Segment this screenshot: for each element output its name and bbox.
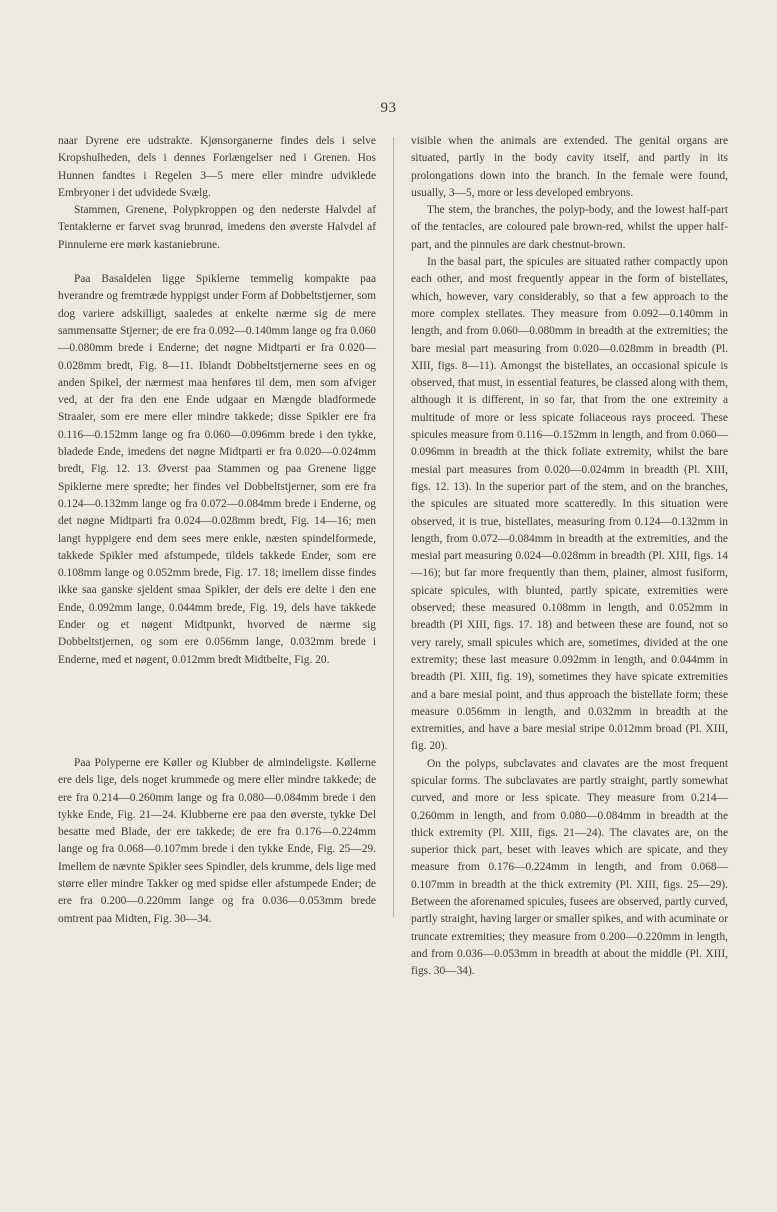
page-number: 93 xyxy=(380,100,397,116)
danish-paragraph-genital-organs: naar Dyrene ere udstrakte. Kjønsorganerne findes dels i selve Kropshulheden, dels i dennes Forlængelser ned i Grenen. Hos Hunnen fandtes i Regelen 3—5 mere eller mindre udviklede Embryoner i det udvidede Svælg. xyxy=(58,135,376,199)
english-paragraph-genital-organs: visible when the animals are extended. The genital organs are situated, partly in the body cavity itself, and partly in its prolongations down into the branch. In the female were found, usually, 3—5, more or less developed embryons. xyxy=(411,135,728,199)
danish-paragraph-colour: Stammen, Grenene, Polypkroppen og den nederste Halvdel af Tentaklerne er farvet svag brunrød, imedens den øverste Halvdel af Pinnulerne ere mørk kastaniebrune. xyxy=(58,204,376,251)
column-divider xyxy=(393,137,394,917)
english-paragraph-stem-spicules: In the basal part, the spicules are situated rather compactly upon each other, and most frequently appear in the form of bistellates, which, however, vary considerably, so that a few approach to the more complex stellates. They measure from 0.092—0.140mm in length, and from 0.060—0.080mm in breadth at the extremities; the bare mesial part measuring from 0.020—0.028mm in breadth (Pl. XIII, figs. 8—11). Amongst the bistellates, an occasional spicule is observed, that must, in essential features, be classed along with them, although it is different, in so far, that from the one extremity a multitude of more or less spicate foliaceous rays proceed. These spicules measure from 0.116—0.152mm in length, and from 0.060—0.096mm in breadth at the thick foliate extremity, whilst the bare mesial part measures from 0.020—0.024mm in breadth (Pl. XIII, figs. 12. 13). In the superior part of the stem, and on the branches, the spicules are situated more scatteredly. In this situation were observed, it is true, bistellates, measuring from 0.124—0.132mm in length, from 0.072—0.084mm in breadth at the extremities, and the mesial part measuring 0.024—0.028mm in breadth (Pl. XIII, figs. 14—16); but far more frequently than them, plainer, almost fusiform, spicate spicules, with blunted, partly spicate, extremities were observed; these measured 0.108mm in length, and 0.052mm in breadth (Pl XIII, figs. 17. 18) and between these are found, not so very rarely, small spicules which are, sometimes, divided at the one extremity; these last measure 0.092mm in length, and 0.044mm in breadth (Pl. XIII, fig. 19), sometimes they have spicate extremities and a bare mesial point, and thus approach the bistellate form; these measure 0.056mm in length, and 0.032mm in breadth at the extremities, and have a bare mesial stripe 0.012mm broad (Pl. XIII, fig. 20). xyxy=(411,256,728,753)
danish-paragraph-stem-spicules: Paa Basaldelen ligge Spiklerne temmelig kompakte paa hverandre og fremtræde hyppigst under Form af Dobbeltstjerner, som dog variere adskilligt, saaledes at enkelte nærme sig de mere sammensatte Stjerner; de ere fra 0.092—0.140mm lange og fra 0.060—0.080mm brede i Enderne; det nøgne Midtparti er fra 0.020—0.028mm bredt, Fig. 8—11. Iblandt Dobbeltstjernerne sees en og anden Spikel, der nærmest maa henføres til dem, men som afviger ved, at der fra den ene Ende udgaar en Mængde bladformede Straaler, som ere mere eller mindre takkede; disse Spikler ere fra 0.116—0.152mm lange og fra 0.060—0.096mm brede i den tykke, bladede Ende, imedens det nøgne Midtparti er fra 0.020—0.024mm bredt, Fig. 12. 13. Øverst paa Stammen og paa Grenene ligge Spiklerne mere spredte; her findes vel Dobbeltstjerner, som ere fra 0.124—0.132mm lange og fra 0.072—0.084mm brede i Enderne, og det nøgne Midtparti fra 0.024—0.028mm bredt, Fig. 14—16; men langt hyppigere end dem sees mere enkle, næsten spindelformede, takkede Spikler med afstumpede, tildels takkede Ender, som ere 0.108mm lange og 0.052mm brede, Fig. 17. 18; imellem disse findes ikke saa ganske sjeldent smaa Spikler, der dels ere delte i den ene Ende, 0.092mm lange, 0.044mm brede, Fig. 19, dels have takkede Ender og et nøgent Midtpunkt, hvorved de nærme sig Dobbeltstjernen, og som ere 0.056mm lange, 0.032mm brede i Enderne, med et nøgent, 0.012mm bredt Midtbelte, Fig. 20. xyxy=(58,273,376,666)
danish-text-column xyxy=(58,133,376,928)
english-paragraph-polyp-spicules: On the polyps, subclavates and clavates are the most frequent spicular forms. The subclavates are partly straight, partly somewhat curved, and more or less spicate. They measure from 0.214—0.260mm in length, and from 0.080—0.084mm in breadth at the thick extremity (Pl. XIII, figs. 21—24). The clavates are, on the superior thick part, beset with leaves which are spicate, and they measure from 0.176—0.224mm in length, and from 0.068—0.107mm in breadth at the thick extremity (Pl. XIII, figs. 25—29). Between the aforenamed spicules, fusees are observed, partly curved, partly straight, having larger or smaller spikes, and with acuminate or truncate extremities; they measure from 0.200—0.220mm in length, and from 0.036—0.053mm in breadth at about the middle (Pl. XIII, figs. 30—34). xyxy=(411,757,728,978)
english-text-column xyxy=(411,133,728,981)
danish-paragraph-polyp-spicules: Paa Polyperne ere Køller og Klubber de almindeligste. Køllerne ere dels lige, dels noget krummede og mere eller mindre takkede; de ere fra 0.214—0.260mm lange og fra 0.080—0.084mm brede i den tykke Ende, Fig. 21—24. Klubberne ere paa den øverste, tykke Del besatte med Blade, der ere takkede; de ere fra 0.176—0.224mm lange og fra 0.068—0.107mm brede i den tykke Ende, Fig. 25—29. Imellem de nævnte Spikler sees Spindler, dels krumme, dels lige med større eller mindre Takker og med spidse eller afstumpede Ender; de ere fra 0.200—0.220mm lange og fra 0.036—0.053mm brede omtrent paa Midten, Fig. 30—34. xyxy=(58,756,376,925)
english-paragraph-colour: The stem, the branches, the polyp-body, and the lowest half-part of the tentacles, are coloured pale brown-red, whilst the upper half-part, and the pinnules are dark chestnut-brown. xyxy=(411,204,728,251)
